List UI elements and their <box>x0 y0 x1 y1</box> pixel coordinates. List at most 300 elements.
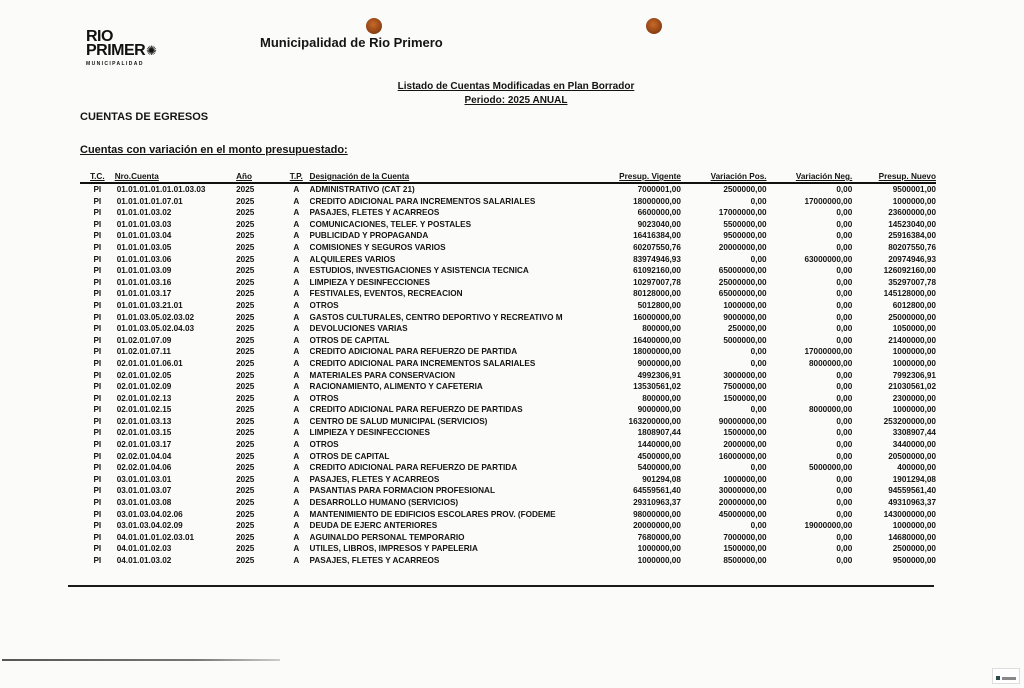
cell-variacion-neg: 0,00 <box>836 416 853 426</box>
table-row <box>80 323 936 335</box>
cell-tc: PI <box>93 219 102 229</box>
cell-designacion: MATERIALES PARA CONSERVACION <box>309 370 456 380</box>
cell-presup-vigente: 5012800,00 <box>637 300 681 310</box>
document-title: Listado de Cuentas Modificadas en Plan Borrador <box>397 81 635 92</box>
cell-variacion-neg: 0,00 <box>836 370 853 380</box>
cell-designacion: GASTOS CULTURALES, CENTRO DEPORTIVO Y RECREATIVO M <box>309 312 563 322</box>
logo-line-2: PRIMER <box>86 42 146 59</box>
cell-presup-vigente: 60207550,76 <box>633 242 681 252</box>
table-row <box>80 416 936 428</box>
col-designacion: Designación de la Cuenta <box>310 172 585 183</box>
cell-variacion-neg: 0,00 <box>836 532 853 542</box>
table-row <box>80 532 936 544</box>
cell-presup-vigente: 9023040,00 <box>637 219 681 229</box>
cell-variacion-neg: 0,00 <box>836 300 853 310</box>
cell-variacion-pos: 65000000,00 <box>718 266 767 276</box>
punch-hole-left <box>366 18 382 34</box>
cell-presup-nuevo: 3308907,44 <box>892 428 936 438</box>
cell-tp: A <box>293 532 300 542</box>
cell-anio: 2025 <box>236 219 255 229</box>
cell-presup-vigente: 163200000,00 <box>628 416 681 426</box>
col-anio: Año <box>236 172 283 183</box>
table-row <box>80 543 936 555</box>
cell-presup-vigente: 16000000,00 <box>633 312 681 322</box>
cell-tc: PI <box>93 208 102 218</box>
cell-presup-nuevo: 9500000,00 <box>892 556 936 565</box>
table-row <box>80 346 936 358</box>
cell-nro-cuenta: 01.01.01.03.17 <box>116 289 172 299</box>
cell-anio: 2025 <box>236 509 255 519</box>
cell-tp: A <box>293 556 300 565</box>
cell-designacion: ESTUDIOS, INVESTIGACIONES Y ASISTENCIA TECNICA <box>309 266 529 276</box>
cell-variacion-neg: 0,00 <box>836 556 853 565</box>
cell-presup-nuevo: 25000000,00 <box>888 312 936 322</box>
table-row <box>80 277 936 289</box>
cell-variacion-pos: 7000000,00 <box>723 532 767 542</box>
punch-hole-right <box>646 18 662 34</box>
col-variacion-pos: Variación Pos. <box>681 172 767 183</box>
table-row <box>80 462 936 474</box>
cell-nro-cuenta: 01.01.01.01.01.01.03.03 <box>116 185 206 194</box>
cell-tc: PI <box>93 486 102 496</box>
cell-variacion-pos: 1500000,00 <box>723 393 767 403</box>
cell-designacion: MANTENIMIENTO DE EDIFICIOS ESCOLARES PROV. (FODEME <box>309 509 556 519</box>
table-header-row <box>80 172 936 183</box>
col-presup-vigente: Presup. Vigente <box>585 172 681 183</box>
cell-anio: 2025 <box>236 393 255 403</box>
cell-presup-vigente: 1000000,00 <box>637 556 681 565</box>
cell-presup-nuevo: 94559561,40 <box>888 486 936 496</box>
cell-tp: A <box>293 509 300 519</box>
cell-variacion-neg: 19000000,00 <box>804 521 853 531</box>
cell-variacion-neg: 8000000,00 <box>809 358 853 368</box>
cell-variacion-pos: 0,00 <box>750 347 767 357</box>
cell-presup-vigente: 61092160,00 <box>633 266 681 276</box>
cell-tp: A <box>293 277 300 287</box>
cell-variacion-pos: 0,00 <box>750 463 767 473</box>
cell-nro-cuenta: 02.02.01.04.06 <box>116 463 172 473</box>
cell-tp: A <box>293 521 300 531</box>
cell-presup-vigente: 6600000,00 <box>637 208 681 218</box>
cell-variacion-pos: 1000000,00 <box>723 474 767 484</box>
cell-nro-cuenta: 02.01.01.02.05 <box>116 370 172 380</box>
cell-nro-cuenta: 02.01.01.01.06.01 <box>116 358 183 368</box>
cell-tp: A <box>293 370 300 380</box>
cell-variacion-neg: 0,00 <box>836 208 853 218</box>
cell-anio: 2025 <box>236 208 255 218</box>
cell-tp: A <box>293 312 300 322</box>
cell-anio: 2025 <box>236 254 255 264</box>
cell-tp: A <box>293 358 300 368</box>
cell-presup-nuevo: 9500001,00 <box>892 185 936 194</box>
cell-tc: PI <box>93 254 102 264</box>
cell-variacion-pos: 17000000,00 <box>718 208 767 218</box>
cell-nro-cuenta: 02.02.01.04.04 <box>116 451 172 461</box>
table-row <box>80 300 936 312</box>
cell-nro-cuenta: 03.01.01.03.01 <box>116 474 172 484</box>
cell-tp: A <box>293 393 300 403</box>
cell-tc: PI <box>93 196 102 206</box>
document-period: Periodo: 2025 ANUAL <box>464 95 568 106</box>
cell-variacion-neg: 0,00 <box>836 242 853 252</box>
cell-variacion-pos: 8500000,00 <box>723 556 767 565</box>
cell-nro-cuenta: 01.01.01.03.16 <box>116 277 172 287</box>
cell-variacion-neg: 0,00 <box>836 474 853 484</box>
cell-presup-nuevo: 21030561,02 <box>888 382 936 392</box>
cell-anio: 2025 <box>236 312 255 322</box>
cell-designacion: PASAJES, FLETES Y ACARREOS <box>309 208 440 218</box>
table-row <box>80 555 936 567</box>
cell-tc: PI <box>93 324 102 334</box>
subsection-heading: Cuentas con variación en el monto presupuestado: <box>80 144 348 156</box>
cell-nro-cuenta: 03.01.03.04.02.06 <box>116 509 183 519</box>
cell-presup-nuevo: 143000000,00 <box>883 509 936 519</box>
table-row <box>80 312 936 324</box>
cell-designacion: CREDITO ADICIONAL PARA REFUERZO DE PARTIDA <box>309 463 518 473</box>
cell-designacion: AGUINALDO PERSONAL TEMPORARIO <box>309 532 465 542</box>
col-presup-nuevo: Presup. Nuevo <box>852 172 936 183</box>
table-row <box>80 207 936 219</box>
cell-variacion-neg: 63000000,00 <box>804 254 853 264</box>
cell-anio: 2025 <box>236 370 255 380</box>
cell-presup-vigente: 7000001,00 <box>637 185 681 194</box>
cell-anio: 2025 <box>236 532 255 542</box>
table-row <box>80 242 936 254</box>
sun-icon: ✺ <box>146 43 157 58</box>
col-nro-cuenta: Nro.Cuenta <box>115 172 236 183</box>
table-row <box>80 404 936 416</box>
cell-tc: PI <box>93 521 102 531</box>
cell-variacion-pos: 250000,00 <box>727 324 767 334</box>
cell-variacion-neg: 0,00 <box>836 277 853 287</box>
cell-presup-nuevo: 1000000,00 <box>892 405 936 415</box>
cell-presup-nuevo: 1000000,00 <box>892 347 936 357</box>
cell-anio: 2025 <box>236 266 255 276</box>
cell-tp: A <box>293 300 300 310</box>
cell-variacion-pos: 1500000,00 <box>723 544 767 554</box>
cell-tc: PI <box>93 231 102 241</box>
cell-nro-cuenta: 04.01.01.02.03 <box>116 544 172 554</box>
cell-variacion-pos: 16000000,00 <box>718 451 767 461</box>
cell-tc: PI <box>93 358 102 368</box>
cell-tc: PI <box>93 544 102 554</box>
cell-nro-cuenta: 01.01.01.03.03 <box>116 219 172 229</box>
cell-presup-vigente: 5400000,00 <box>637 463 681 473</box>
cell-nro-cuenta: 01.02.01.07.11 <box>116 347 171 357</box>
cell-nro-cuenta: 01.01.03.05.02.03.02 <box>116 312 195 322</box>
logo-line-1: RIO <box>86 28 113 45</box>
cell-tc: PI <box>93 289 102 299</box>
table-row <box>80 254 936 266</box>
cell-tp: A <box>293 266 300 276</box>
cell-nro-cuenta: 01.01.01.03.02 <box>116 208 172 218</box>
cell-presup-vigente: 4500000,00 <box>637 451 681 461</box>
cell-designacion: OTROS DE CAPITAL <box>309 335 390 345</box>
cell-presup-nuevo: 126092160,00 <box>883 266 936 276</box>
cell-variacion-neg: 0,00 <box>836 451 853 461</box>
cell-presup-vigente: 16416384,00 <box>633 231 681 241</box>
table-row <box>80 497 936 509</box>
cell-variacion-neg: 0,00 <box>836 498 853 508</box>
cell-tc: PI <box>93 347 102 357</box>
cell-variacion-pos: 2000000,00 <box>723 440 767 450</box>
cell-presup-vigente: 901294,08 <box>642 474 681 484</box>
cell-variacion-pos: 5000000,00 <box>723 335 767 345</box>
cell-presup-vigente: 16400000,00 <box>633 335 681 345</box>
cell-designacion: OTROS DE CAPITAL <box>309 451 390 461</box>
cell-tp: A <box>293 405 300 415</box>
cell-designacion: PASAJES, FLETES Y ACARREOS <box>309 556 440 565</box>
cell-nro-cuenta: 01.01.01.03.21.01 <box>116 300 183 310</box>
cell-designacion: PASANTIAS PARA FORMACION PROFESIONAL <box>309 486 495 496</box>
cell-tp: A <box>293 416 300 426</box>
table-row <box>80 509 936 521</box>
cell-tp: A <box>293 254 300 264</box>
cell-tp: A <box>293 208 300 218</box>
cell-anio: 2025 <box>236 300 255 310</box>
cell-nro-cuenta: 02.01.01.02.09 <box>116 382 172 392</box>
cell-tp: A <box>293 219 300 229</box>
table-row <box>80 183 936 196</box>
cell-variacion-neg: 0,00 <box>836 486 853 496</box>
cell-variacion-neg: 0,00 <box>836 231 853 241</box>
cell-presup-nuevo: 6012800,00 <box>892 300 936 310</box>
cell-presup-vigente: 7680000,00 <box>637 532 681 542</box>
cell-nro-cuenta: 02.01.01.03.17 <box>116 440 172 450</box>
cell-anio: 2025 <box>236 335 255 345</box>
cell-anio: 2025 <box>236 416 255 426</box>
cell-designacion: COMUNICACIONES, TELEF. Y POSTALES <box>309 219 472 229</box>
cell-presup-nuevo: 20500000,00 <box>888 451 936 461</box>
cell-nro-cuenta: 01.02.01.07.09 <box>116 335 172 345</box>
cell-tc: PI <box>93 185 102 194</box>
cell-presup-nuevo: 14523040,00 <box>888 219 936 229</box>
cell-variacion-pos: 45000000,00 <box>718 509 767 519</box>
cell-anio: 2025 <box>236 242 255 252</box>
table-row <box>80 265 936 277</box>
cell-presup-vigente: 64559561,40 <box>633 486 681 496</box>
cell-presup-vigente: 4992306,91 <box>637 370 681 380</box>
cell-tp: A <box>293 486 300 496</box>
cell-variacion-pos: 20000000,00 <box>718 242 767 252</box>
table-row <box>80 288 936 300</box>
cell-presup-nuevo: 25916384,00 <box>888 231 936 241</box>
cell-variacion-pos: 65000000,00 <box>718 289 767 299</box>
cell-presup-vigente: 10297007,78 <box>633 277 681 287</box>
cell-nro-cuenta: 01.01.01.03.09 <box>116 266 172 276</box>
cell-presup-vigente: 1440000,00 <box>637 440 681 450</box>
cell-presup-nuevo: 1050000,00 <box>892 324 936 334</box>
cell-variacion-pos: 2500000,00 <box>723 185 767 194</box>
cell-presup-vigente: 83974946,93 <box>633 254 681 264</box>
document-title-block <box>386 80 646 108</box>
cell-presup-nuevo: 1000000,00 <box>892 358 936 368</box>
cell-presup-nuevo: 2500000,00 <box>892 544 936 554</box>
cell-anio: 2025 <box>236 440 255 450</box>
cell-tp: A <box>293 347 300 357</box>
cell-tp: A <box>293 324 300 334</box>
cell-nro-cuenta: 02.01.01.03.15 <box>116 428 172 438</box>
cell-designacion: OTROS <box>309 440 339 450</box>
cell-tc: PI <box>93 509 102 519</box>
cell-tp: A <box>293 231 300 241</box>
cell-presup-vigente: 800000,00 <box>642 324 681 334</box>
cell-variacion-neg: 0,00 <box>836 440 853 450</box>
cell-tc: PI <box>93 393 102 403</box>
cell-anio: 2025 <box>236 498 255 508</box>
table-bottom-rule <box>68 585 934 587</box>
cell-variacion-pos: 0,00 <box>750 254 767 264</box>
cell-presup-vigente: 80128000,00 <box>633 289 681 299</box>
cell-nro-cuenta: 02.01.01.02.15 <box>116 405 172 415</box>
cell-variacion-neg: 0,00 <box>836 289 853 299</box>
cell-tc: PI <box>93 277 102 287</box>
cell-presup-nuevo: 49310963,37 <box>888 498 936 508</box>
table-row <box>80 335 936 347</box>
cell-tc: PI <box>93 405 102 415</box>
cell-tc: PI <box>93 300 102 310</box>
cell-anio: 2025 <box>236 486 255 496</box>
cell-tp: A <box>293 335 300 345</box>
cell-variacion-pos: 90000000,00 <box>718 416 767 426</box>
cell-presup-nuevo: 1000000,00 <box>892 521 936 531</box>
cell-anio: 2025 <box>236 196 255 206</box>
cell-variacion-neg: 17000000,00 <box>804 347 853 357</box>
cell-designacion: CREDITO ADICIONAL PARA INCREMENTOS SALARIALES <box>309 358 536 368</box>
cell-designacion: LIMPIEZA Y DESINFECCIONES <box>309 428 430 438</box>
cell-designacion: ADMINISTRATIVO (CAT 21) <box>309 185 415 194</box>
cell-anio: 2025 <box>236 544 255 554</box>
cell-variacion-pos: 7500000,00 <box>723 382 767 392</box>
cell-variacion-pos: 3000000,00 <box>723 370 767 380</box>
cell-designacion: OTROS <box>309 393 339 403</box>
table-row <box>80 381 936 393</box>
cell-variacion-pos: 5500000,00 <box>723 219 767 229</box>
cell-variacion-pos: 9000000,00 <box>723 312 767 322</box>
cell-tc: PI <box>93 242 102 252</box>
cell-nro-cuenta: 01.01.03.05.02.04.03 <box>116 324 195 334</box>
cell-presup-nuevo: 80207550,76 <box>888 242 936 252</box>
cell-variacion-pos: 30000000,00 <box>718 486 767 496</box>
cell-tp: A <box>293 451 300 461</box>
cell-presup-nuevo: 1901294,08 <box>892 474 936 484</box>
cell-presup-nuevo: 23600000,00 <box>888 208 936 218</box>
col-tc: T.C. <box>80 172 115 183</box>
cell-designacion: DESARROLLO HUMANO (SERVICIOS) <box>309 498 459 508</box>
cell-tc: PI <box>93 335 102 345</box>
col-variacion-neg: Variación Neg. <box>767 172 853 183</box>
cell-nro-cuenta: 03.01.01.03.07 <box>116 486 172 496</box>
cell-variacion-pos: 0,00 <box>750 521 767 531</box>
col-tp: T.P. <box>283 172 310 183</box>
section-heading: CUENTAS DE EGRESOS <box>80 111 209 123</box>
logo-line-3: MUNICIPALIDAD <box>86 61 144 67</box>
table-row <box>80 520 936 532</box>
cell-variacion-neg: 5000000,00 <box>809 463 853 473</box>
cell-variacion-pos: 0,00 <box>750 405 767 415</box>
cell-tc: PI <box>93 451 102 461</box>
cell-presup-nuevo: 145128000,00 <box>883 289 936 299</box>
cell-nro-cuenta: 02.01.01.03.13 <box>116 416 172 426</box>
cell-designacion: PUBLICIDAD Y PROPAGANDA <box>309 231 429 241</box>
cell-tc: PI <box>93 370 102 380</box>
cell-presup-vigente: 29310963,37 <box>633 498 681 508</box>
table-row <box>80 358 936 370</box>
cell-anio: 2025 <box>236 428 255 438</box>
cell-designacion: CENTRO DE SALUD MUNICIPAL (SERVICIOS) <box>309 416 488 426</box>
cell-tp: A <box>293 196 300 206</box>
cell-variacion-neg: 0,00 <box>836 219 853 229</box>
cell-designacion: CREDITO ADICIONAL PARA REFUERZO DE PARTIDAS <box>309 405 523 415</box>
cell-nro-cuenta: 04.01.01.03.02 <box>116 556 172 565</box>
cell-variacion-neg: 0,00 <box>836 544 853 554</box>
cell-anio: 2025 <box>236 358 255 368</box>
table-row <box>80 474 936 486</box>
cell-tp: A <box>293 463 300 473</box>
cell-presup-vigente: 18000000,00 <box>633 347 681 357</box>
cell-tc: PI <box>93 382 102 392</box>
cell-tp: A <box>293 474 300 484</box>
cell-designacion: RACIONAMIENTO, ALIMENTO Y CAFETERIA <box>309 382 483 392</box>
cell-variacion-pos: 20000000,00 <box>718 498 767 508</box>
cell-presup-vigente: 18000000,00 <box>633 196 681 206</box>
cell-designacion: FESTIVALES, EVENTOS, RECREACION <box>309 289 463 299</box>
cell-variacion-pos: 25000000,00 <box>718 277 767 287</box>
cell-anio: 2025 <box>236 474 255 484</box>
cell-anio: 2025 <box>236 382 255 392</box>
cell-nro-cuenta: 02.01.01.02.13 <box>116 393 172 403</box>
cell-designacion: LIMPIEZA Y DESINFECCIONES <box>309 277 430 287</box>
cell-presup-nuevo: 3440000,00 <box>892 440 936 450</box>
cell-presup-nuevo: 21400000,00 <box>888 335 936 345</box>
cell-anio: 2025 <box>236 556 255 565</box>
cell-presup-vigente: 98000000,00 <box>633 509 681 519</box>
cell-tc: PI <box>93 556 102 565</box>
cell-nro-cuenta: 04.01.01.01.02.03.01 <box>116 532 195 542</box>
cell-variacion-pos: 1500000,00 <box>723 428 767 438</box>
cell-anio: 2025 <box>236 289 255 299</box>
cell-variacion-pos: 9500000,00 <box>723 231 767 241</box>
cell-variacion-neg: 8000000,00 <box>809 405 853 415</box>
cell-tc: PI <box>93 440 102 450</box>
cell-tp: A <box>293 498 300 508</box>
cell-tc: PI <box>93 266 102 276</box>
cell-tc: PI <box>93 498 102 508</box>
table-row <box>80 230 936 242</box>
table-row <box>80 451 936 463</box>
table-row <box>80 370 936 382</box>
cell-presup-vigente: 1000000,00 <box>637 544 681 554</box>
table-row <box>80 393 936 405</box>
cell-designacion: OTROS <box>309 300 339 310</box>
municipality-logo <box>86 30 166 80</box>
cell-anio: 2025 <box>236 451 255 461</box>
cell-presup-vigente: 800000,00 <box>642 393 681 403</box>
cell-variacion-neg: 0,00 <box>836 324 853 334</box>
cell-designacion: UTILES, LIBROS, IMPRESOS Y PAPELERIA <box>309 544 478 554</box>
cell-designacion: CREDITO ADICIONAL PARA REFUERZO DE PARTIDA <box>309 347 518 357</box>
cell-tc: PI <box>93 312 102 322</box>
cell-designacion: DEVOLUCIONES VARIAS <box>309 324 408 334</box>
cell-presup-vigente: 9000000,00 <box>637 358 681 368</box>
cell-variacion-neg: 0,00 <box>836 393 853 403</box>
cell-anio: 2025 <box>236 463 255 473</box>
cell-presup-nuevo: 1000000,00 <box>892 196 936 206</box>
cell-presup-nuevo: 2300000,00 <box>892 393 936 403</box>
cell-anio: 2025 <box>236 277 255 287</box>
cell-variacion-neg: 17000000,00 <box>804 196 853 206</box>
cell-variacion-neg: 0,00 <box>836 428 853 438</box>
